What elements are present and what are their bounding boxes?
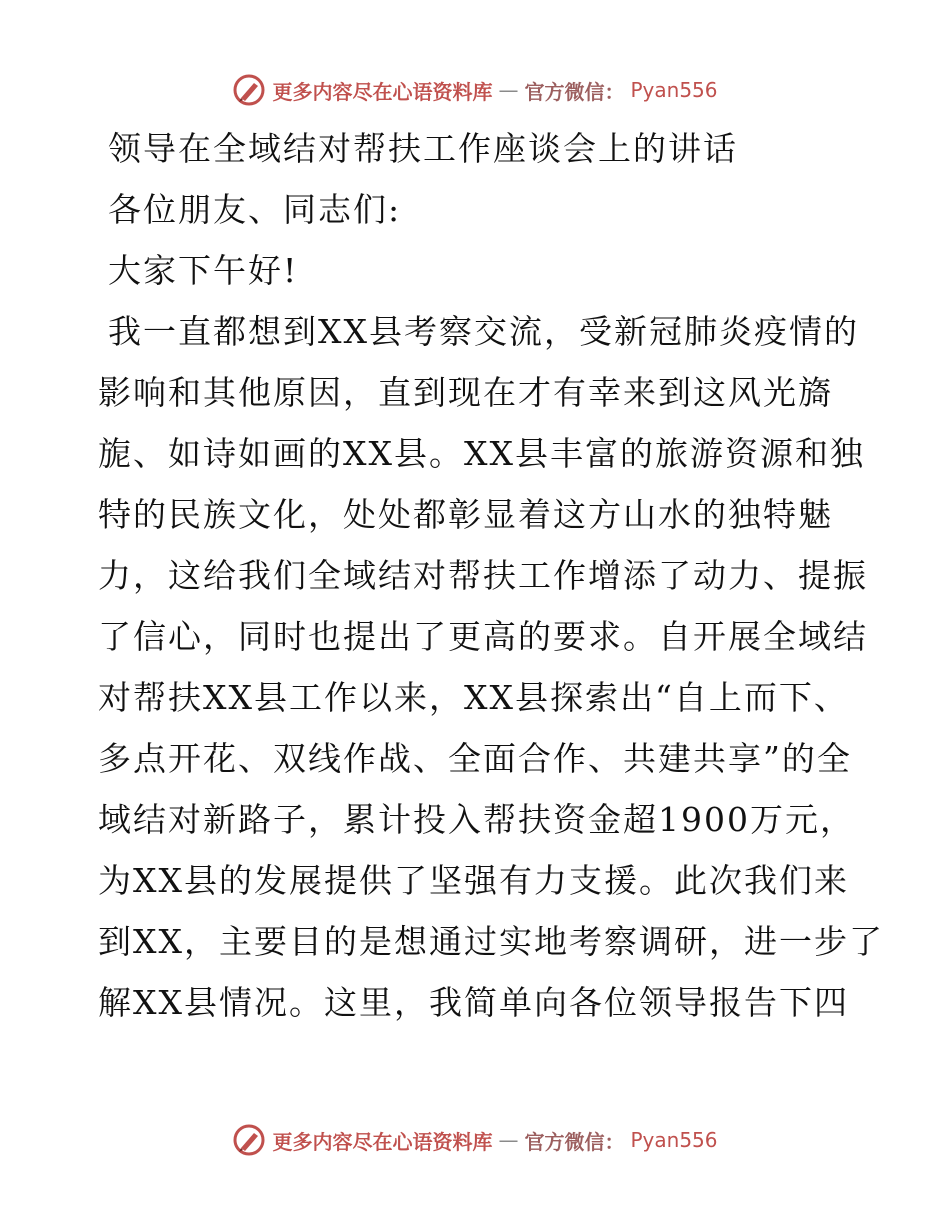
watermark-wechat-id: Pyan556 xyxy=(630,1128,718,1152)
salutation: 各位朋友、同志们: xyxy=(108,190,402,229)
paragraph-line: 了信心，同时也提出了更高的要求。自开展全域结 xyxy=(98,617,868,656)
watermark-wechat-label: 官方微信： xyxy=(524,1129,625,1154)
paragraph-line: 多点开花、双线作战、全面合作、共建共享”的全 xyxy=(98,739,852,778)
paragraph-line: 旎、如诗如画的XX县。XX县丰富的旅游资源和独 xyxy=(98,434,865,473)
paragraph-line: 域结对新路子，累计投入帮扶资金超1900万元， xyxy=(98,800,855,839)
greeting: 大家下午好! xyxy=(108,251,299,290)
watermark-wechat-id: Pyan556 xyxy=(630,78,718,102)
pen-logo-icon xyxy=(232,73,266,107)
paragraph-line: 到XX，主要目的是想通过实地考察调研，进一步了 xyxy=(98,922,884,961)
paragraph-line: 特的民族文化，处处都彰显着这方山水的独特魅 xyxy=(98,495,833,534)
watermark-dash: — xyxy=(498,78,519,102)
watermark-main-text: 更多内容尽在心语资料库 xyxy=(272,1129,493,1154)
paragraph-line: 我一直都想到XX县考察交流，受新冠肺炎疫情的 xyxy=(108,312,859,351)
watermark-main-text: 更多内容尽在心语资料库 xyxy=(272,79,493,104)
paragraph-line: 为XX县的发展提供了坚强有力支援。此次我们来 xyxy=(98,861,849,900)
watermark-dash: — xyxy=(498,1128,519,1152)
paragraph-line: 影响和其他原因，直到现在才有幸来到这风光旖 xyxy=(98,373,833,412)
footer-watermark xyxy=(0,1120,950,1160)
document-body xyxy=(98,118,884,1033)
paragraph-line: 力，这给我们全域结对帮扶工作增添了动力、提振 xyxy=(98,556,868,595)
paragraph-line: 解XX县情况。这里，我简单向各位领导报告下四 xyxy=(98,983,849,1022)
pen-logo-icon xyxy=(232,1123,266,1157)
watermark-wechat-label: 官方微信： xyxy=(524,79,625,104)
header-watermark xyxy=(0,70,950,110)
document-title: 领导在全域结对帮扶工作座谈会上的讲话 xyxy=(108,129,738,168)
paragraph-line: 对帮扶XX县工作以来，XX县探索出“自上而下、 xyxy=(98,678,849,717)
